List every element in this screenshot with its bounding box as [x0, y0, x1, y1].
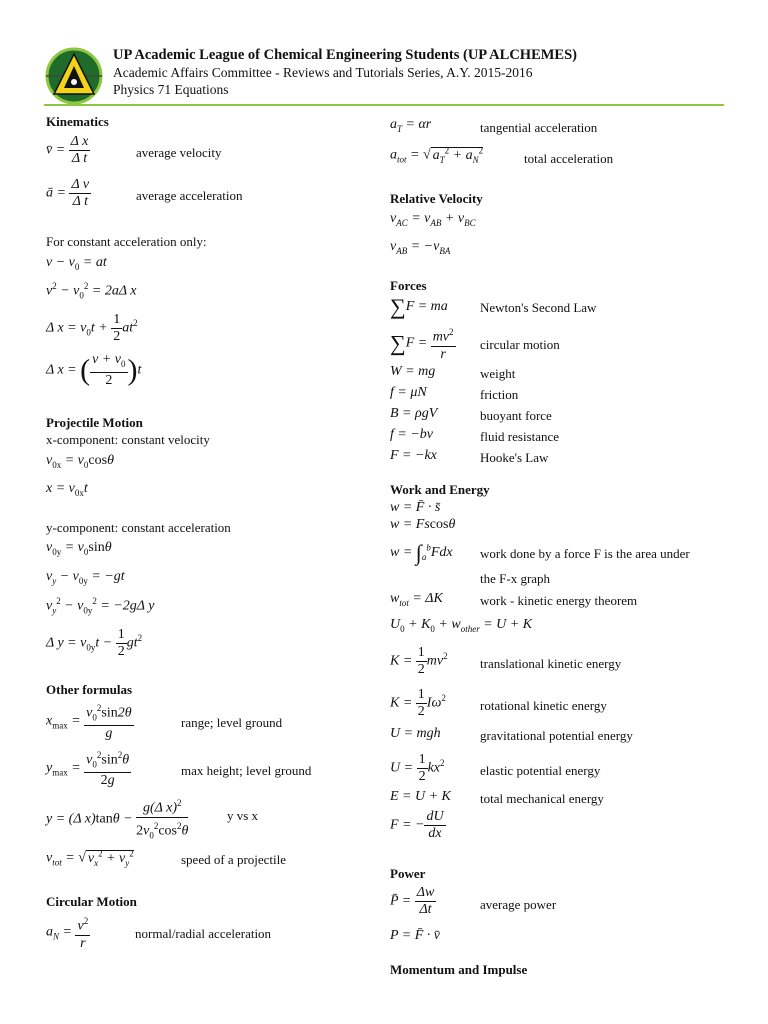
header-divider	[44, 104, 724, 106]
section-projectile: Projectile Motion	[46, 415, 143, 430]
eq-gravitational-pe: U = mgh	[390, 726, 441, 741]
eq-force-potential: F = − $\frac{dU}{dx}$	[390, 809, 444, 841]
eq-v0x: $v_{0x} = v_0\cos\theta$	[46, 453, 114, 470]
eq-tangential-acceleration: $a_T = \alpha r$	[390, 117, 432, 134]
eq-displacement-time: Δ $x = v_0t$ + $\frac{1}{2}$ $at^2$	[46, 312, 138, 344]
alchemes-logo	[44, 46, 104, 106]
desc-projectile-speed: speed of a projectile	[181, 852, 287, 867]
eq-average-velocity: v̄ = $\frac{\text{Δ x}}{\text{Δ t}}$	[46, 134, 89, 166]
eq-max-height: $y_{max}$ = $\frac{v_0^2\sin^2\theta}{2g}$	[46, 747, 131, 789]
eq-hookes-law: F = −kx	[390, 448, 437, 463]
eq-instant-power: P = F̄ · v̄	[390, 928, 441, 943]
eq-newton-second-law: ∑F = ma	[390, 294, 448, 319]
eq-velocity-time: $v - v_0$ = at	[46, 255, 107, 272]
desc-total-acceleration: total acceleration	[524, 151, 614, 166]
eq-weight: W = mg	[390, 364, 436, 379]
section-relative-velocity: Relative Velocity	[390, 191, 483, 206]
eq-work-integral: $w = \int_a^bFdx$	[390, 540, 453, 565]
section-power: Power	[390, 866, 426, 881]
eq-relative-velocity: $v_{AC} = v_{AB} + v_{BC}$	[390, 211, 476, 228]
eq-rotational-ke: K = $\frac{1}{2}$ $I\omega^2$	[390, 687, 446, 719]
eq-work-cos: w = Fscosθ	[390, 517, 456, 532]
eq-total-acceleration: $a_{tot}$ = √ $a_T^2 + a_N^2$	[390, 145, 484, 165]
constant-acc-note: For constant acceleration only:	[46, 234, 207, 249]
desc-newton-second-law: Newton's Second Law	[480, 300, 597, 315]
section-circular-motion: Circular Motion	[46, 894, 137, 909]
eq-trajectory: y = (Δ x)tanθ − $\frac{g(\Delta x)^2}{2v_0^2\cos^2\theta}$	[46, 795, 188, 843]
eq-buoyant-force: B = ρgV	[390, 406, 438, 421]
eq-x: $x = v_{0x}t$	[46, 481, 88, 498]
desc-elastic-pe: elastic potential energy	[480, 763, 601, 778]
course-title: Physics 71 Equations	[113, 82, 229, 97]
desc-normal-acceleration: normal/radial acceleration	[135, 926, 272, 941]
eq-relative-velocity-inverse: $v_{AB} = -v_{BA}$	[390, 239, 451, 256]
eq-circular-force: ∑F = $\frac{mv^2}{r}$	[390, 324, 456, 363]
x-component-note: x-component: constant velocity	[46, 432, 210, 447]
eq-total-me: E = U + K	[390, 789, 451, 804]
eq-displacement-average: Δ x = ( $\frac{v + v_0}{2}$ )t	[46, 352, 142, 388]
eq-translational-ke: K = $\frac{1}{2}$ $mv^2$	[390, 645, 448, 677]
eq-range: $x_{max}$ = $\frac{v_0^2\sin 2\theta}{g}$	[46, 700, 134, 742]
y-component-note: y-component: constant acceleration	[46, 520, 231, 535]
eq-delta-y: Δ $y = v_{0y}t$ − $\frac{1}{2}$ $gt^2$	[46, 627, 143, 659]
desc-gravitational-pe: gravitational potential energy	[480, 728, 633, 743]
section-forces: Forces	[390, 278, 427, 293]
eq-projectile-speed: $v_{tot}$ = √ $v_x^2 + v_y^2$	[46, 848, 134, 868]
desc-average-acceleration: average acceleration	[136, 188, 243, 203]
desc-average-power: average power	[480, 897, 557, 912]
section-work-energy: Work and Energy	[390, 482, 490, 497]
desc-fluid-resistance: fluid resistance	[480, 429, 560, 444]
eq-vy-squared: $v_y^2 - v_{0y}^2 = -2g\Delta$ y	[46, 596, 155, 616]
desc-friction: friction	[480, 387, 519, 402]
eq-normal-acceleration: $a_N$ = $\frac{v^2}{r}$	[46, 913, 90, 952]
eq-fluid-resistance: f = −bv	[390, 427, 433, 442]
desc-hookes-law: Hooke's Law	[480, 450, 549, 465]
desc-buoyant-force: buoyant force	[480, 408, 552, 423]
eq-elastic-pe: U = $\frac{1}{2}$ $kx^2$	[390, 752, 445, 784]
desc-work-area-1: work done by a force F is the area under	[480, 546, 690, 561]
desc-range: range; level ground	[181, 715, 283, 730]
section-kinematics: Kinematics	[46, 114, 109, 129]
committee-subtitle: Academic Affairs Committee - Reviews and Tutorials Series, A.Y. 2015-2016	[113, 65, 533, 80]
eq-friction: f = μN	[390, 385, 427, 400]
eq-average-power: P̄ = $\frac{\Delta w}{\Delta t}$	[390, 885, 435, 917]
desc-weight: weight	[480, 366, 516, 381]
desc-translational-ke: translational kinetic energy	[480, 656, 622, 671]
section-other-formulas: Other formulas	[46, 682, 133, 697]
desc-max-height: max height; level ground	[181, 763, 312, 778]
desc-tangential-acceleration: tangential acceleration	[480, 120, 598, 135]
desc-y-vs-x: y vs x	[227, 808, 259, 823]
desc-average-velocity: average velocity	[136, 145, 222, 160]
org-title: UP Academic League of Chemical Engineering Students (UP ALCHEMES)	[113, 47, 577, 63]
desc-rotational-ke: rotational kinetic energy	[480, 698, 607, 713]
desc-work-area-2: the F-x graph	[480, 571, 551, 586]
eq-work-energy-theorem: $w_{tot} = \Delta K$	[390, 591, 443, 608]
eq-average-acceleration: ā = $\frac{\text{Δ v}}{\text{Δ t}}$	[46, 177, 90, 209]
section-momentum-impulse: Momentum and Impulse	[390, 962, 528, 977]
eq-velocity-displacement: $v^2 - v_0^2 = 2a\Delta$ x	[46, 281, 137, 301]
desc-work-energy-theorem: work - kinetic energy theorem	[480, 593, 638, 608]
eq-energy-conservation: $U_0 + K_0 + w_{other} = U + K$	[390, 617, 533, 634]
desc-circular-force: circular motion	[480, 337, 560, 352]
eq-v0y: $v_{0y} = v_0\sin\theta$	[46, 540, 112, 557]
eq-vy: $v_y - v_{0y} = -gt$	[46, 569, 125, 586]
desc-total-me: total mechanical energy	[480, 791, 604, 806]
eq-work-dot: w = F̄ · s̄	[390, 500, 441, 515]
document-header	[113, 47, 577, 98]
